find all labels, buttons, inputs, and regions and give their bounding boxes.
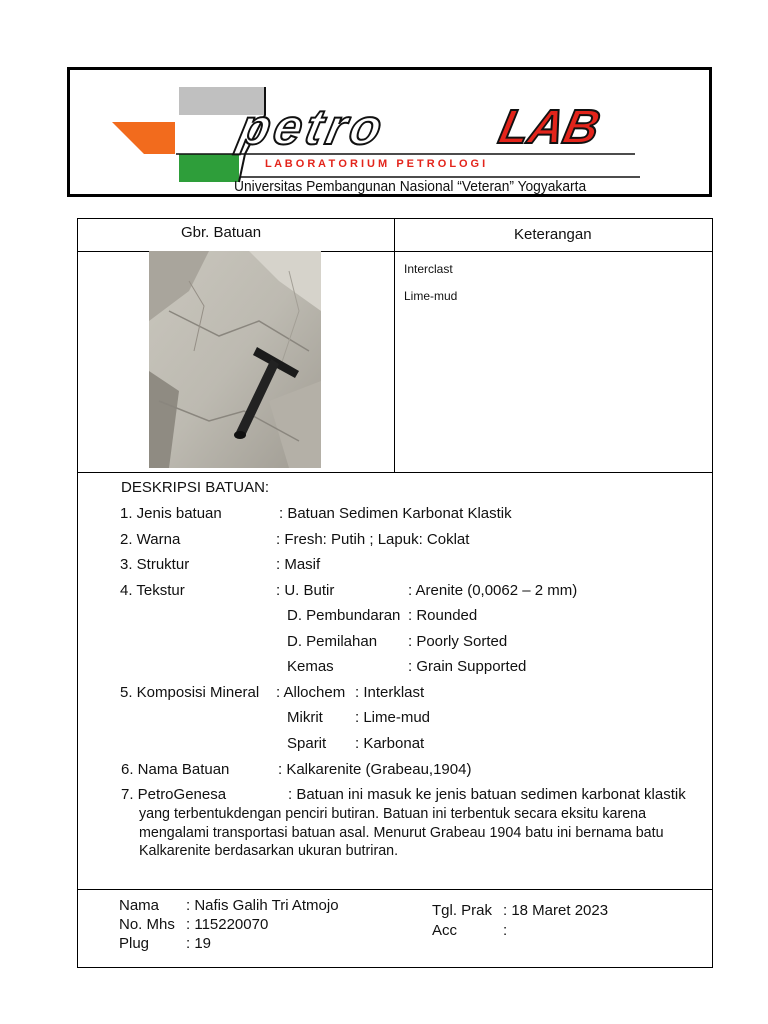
petrogenesa-line: yang terbentukdengan penciri butiran. Batuan ini terbentuk secara eksitu karena [139,806,647,822]
tekstur-row-label: D. Pembundaran [287,607,401,624]
logo-petro-text: petro [234,99,391,155]
nama-batuan-label: 6. Nama Batuan [121,761,230,778]
komposisi-row-label: Sparit [287,735,327,752]
tekstur-label: 4. Tekstur [120,582,185,599]
tekstur-row-value: : Arenite (0,0062 – 2 mm) [408,582,578,599]
student-id-value: : 115220070 [186,916,269,933]
komposisi-row-label: : Allochem [276,684,346,701]
lab-subtitle: L A B O R A T O R I U M P E T R O L O G I [265,158,486,170]
warna-label: 2. Warna [120,531,181,548]
practicum-date-label: Tgl. Prak [432,902,493,919]
table-divider [78,889,712,890]
warna-value: : Fresh: Putih ; Lapuk: Coklat [276,531,470,548]
approval-value: : [503,922,508,939]
komposisi-row-value: : Karbonat [355,735,425,752]
komposisi-label: 5. Komposisi Mineral [120,684,260,701]
plug-label: Plug [119,935,150,952]
struktur-value: : Masif [276,556,321,573]
note-interclast: Interclast [404,262,453,276]
struktur-label: 3. Struktur [120,556,190,573]
tekstur-row-value: : Grain Supported [408,658,527,675]
student-name-value: : Nafis Galih Tri Atmojo [186,897,339,914]
student-name-label: Nama [119,897,160,914]
plug-value: : 19 [186,935,212,952]
tekstur-row-label: : U. Butir [276,582,335,599]
column-header-image: Gbr. Batuan [181,224,262,241]
petrogenesa-label: 7. PetroGenesa [121,786,227,803]
nama-batuan-value: : Kalkarenite (Grabeau,1904) [278,761,472,778]
jenis-batuan-value: : Batuan Sedimen Karbonat Klastik [279,505,512,522]
petrogenesa-line: mengalami transportasi batuan asal. Menurut Grabeau 1904 batu ini bernama batu [139,825,664,841]
tekstur-row-label: Kemas [287,658,334,675]
petrogenesa-line: Kalkarenite berdasarkan ukuran butriran. [139,843,399,859]
komposisi-row-value: : Interklast [355,684,425,701]
tekstur-row-value: : Rounded [408,607,478,624]
table-column-divider [394,219,395,472]
table-divider [78,472,712,473]
tekstur-row-value: : Poorly Sorted [408,633,508,650]
komposisi-row-label: Mikrit [287,709,323,726]
tekstur-row-label: D. Pemilahan [287,633,378,650]
practicum-date-value: : 18 Maret 2023 [503,902,609,919]
logo-lab-text: LAB [494,101,605,154]
description-heading: DESKRIPSI BATUAN: [121,479,270,496]
logo-green-bar [179,154,239,182]
komposisi-row-value: : Lime-mud [355,709,431,726]
column-header-notes: Keterangan [514,226,592,243]
rock-photo [149,251,321,468]
logo-orange-arrow [112,122,175,154]
jenis-batuan-label: 1. Jenis batuan [120,505,222,522]
note-lime-mud: Lime-mud [404,289,458,303]
approval-label: Acc [432,922,458,939]
university-name: Universitas Pembangunan Nasional “Veteran” Yogyakarta [234,178,587,195]
petrogenesa-line: : Batuan ini masuk ke jenis batuan sedimen karbonat klastik [288,786,686,803]
student-id-label: No. Mhs [119,916,175,933]
